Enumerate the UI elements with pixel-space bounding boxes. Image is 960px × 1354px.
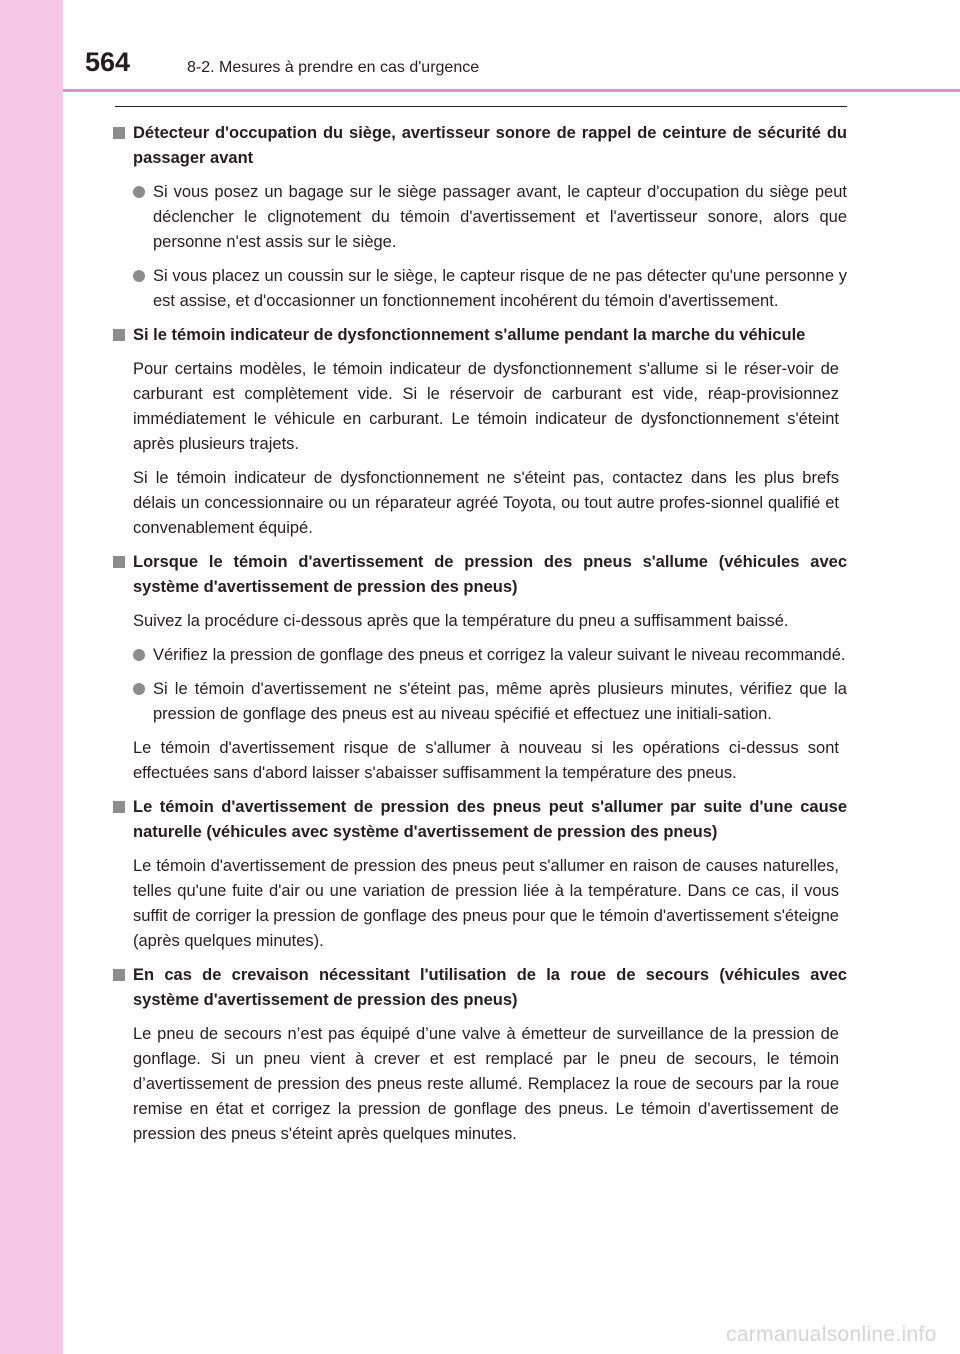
list-item [133,264,847,314]
circle-bullet-icon [133,683,145,695]
circle-bullet-icon [133,186,145,198]
section-heading [113,795,847,845]
paragraph: Le témoin d'avertissement risque de s'allumer à nouveau si les opérations ci-dessus sont effectuées sans d'abord laisser s'abaisser suffisamment la température des pneus. [133,739,839,782]
section-heading-text: Le témoin d'avertissement de pression des pneus peut s'allumer par suite d'une cause naturelle (véhicules avec système d'avertissement de pression des pneus) [133,798,847,841]
watermark: carmanualsonline.info [726,1323,937,1346]
section-heading-text: Si le témoin indicateur de dysfonctionnement s'allume pendant la marche du véhicule [133,326,806,344]
section-heading-text: Lorsque le témoin d'avertissement de pression des pneus s'allume (véhicules avec système d'avertissement de pression des pneus) [133,553,847,596]
list-item-text: Si le témoin d'avertissement ne s'éteint pas, même après plusieurs minutes, vérifiez que la pression de gonflage des pneus est au niveau spécifié et effectuez une initiali-sation. [153,680,847,723]
list-item-text: Si vous posez un bagage sur le siège passager avant, le capteur d'occupation du siège peut déclencher le clignotement du témoin d'avertissement et l'avertisseur sonore, alors que personne n'est assis sur le siège. [153,183,847,251]
circle-bullet-icon [133,270,145,282]
list-item-text: Si vous placez un coussin sur le siège, le capteur risque de ne pas détecter qu'une personne y est assise, et d'occasionner un fonctionnement incohérent du témoin d'avertissement. [153,267,847,310]
chapter-section-title: 8-2. Mesures à prendre en cas d'urgence [187,59,480,76]
section-heading [113,963,847,1013]
section-heading [113,121,847,171]
header-divider [63,89,960,92]
paragraph: Le pneu de secours n’est pas équipé d’une valve à émetteur de surveillance de la pression de gonflage. Si un pneu vient à crever et est remplacé par le pneu de secours, le témoin d’avertissement de pression des pneus reste allumé. Remplacez la roue de secours par la roue remise en état et corrigez la pression de gonflage des pneus. Le témoin d'avertissement de pression des pneus s'éteint après quelques minutes. [133,1025,839,1143]
paragraph: Suivez la procédure ci-dessous après que la température du pneu a suffisamment baissé. [133,612,789,630]
paragraph: Si le témoin indicateur de dysfonctionnement ne s'éteint pas, contactez dans les plus brefs délais un concessionnaire ou un réparateur agréé Toyota, ou tout autre profes-sionnel qualifié et convenablement équipé. [133,469,839,537]
content-top-rule [115,106,847,107]
section-heading [113,323,847,348]
section-heading-text: Détecteur d'occupation du siège, avertisseur sonore de rappel de ceinture de sécurité du passager avant [133,124,847,167]
square-bullet-icon [113,969,125,981]
page-content [113,121,847,1156]
paragraph: Pour certains modèles, le témoin indicateur de dysfonctionnement s'allume si le réser-voir de carburant est complètement vide. Si le réservoir de carburant est vide, réap-provisionnez immédiatement le véhicule en carburant. Le témoin indicateur de dysfonctionnement s'éteint après plusieurs trajets. [133,360,839,453]
circle-bullet-icon [133,649,145,661]
paragraph: Le témoin d'avertissement de pression des pneus peut s'allumer en raison de causes naturelles, telles qu'une fuite d'air ou une variation de pression liée à la température. Dans ce cas, il vous suffit de corriger la pression de gonflage des pneus pour que le témoin d'avertissement s'éteigne (après quelques minutes). [133,857,839,950]
square-bullet-icon [113,801,125,813]
square-bullet-icon [113,329,125,341]
square-bullet-icon [113,127,125,139]
square-bullet-icon [113,556,125,568]
list-item [133,180,847,255]
list-item-text: Vérifiez la pression de gonflage des pneus et corrigez la valeur suivant le niveau recommandé. [153,646,846,664]
list-item [133,643,847,668]
section-heading [113,550,847,600]
list-item [133,677,847,727]
side-margin-band [0,0,63,1354]
page-number: 564 [85,47,131,77]
section-heading-text: En cas de crevaison nécessitant l'utilisation de la roue de secours (véhicules avec système d'avertissement de pression des pneus) [133,966,847,1009]
